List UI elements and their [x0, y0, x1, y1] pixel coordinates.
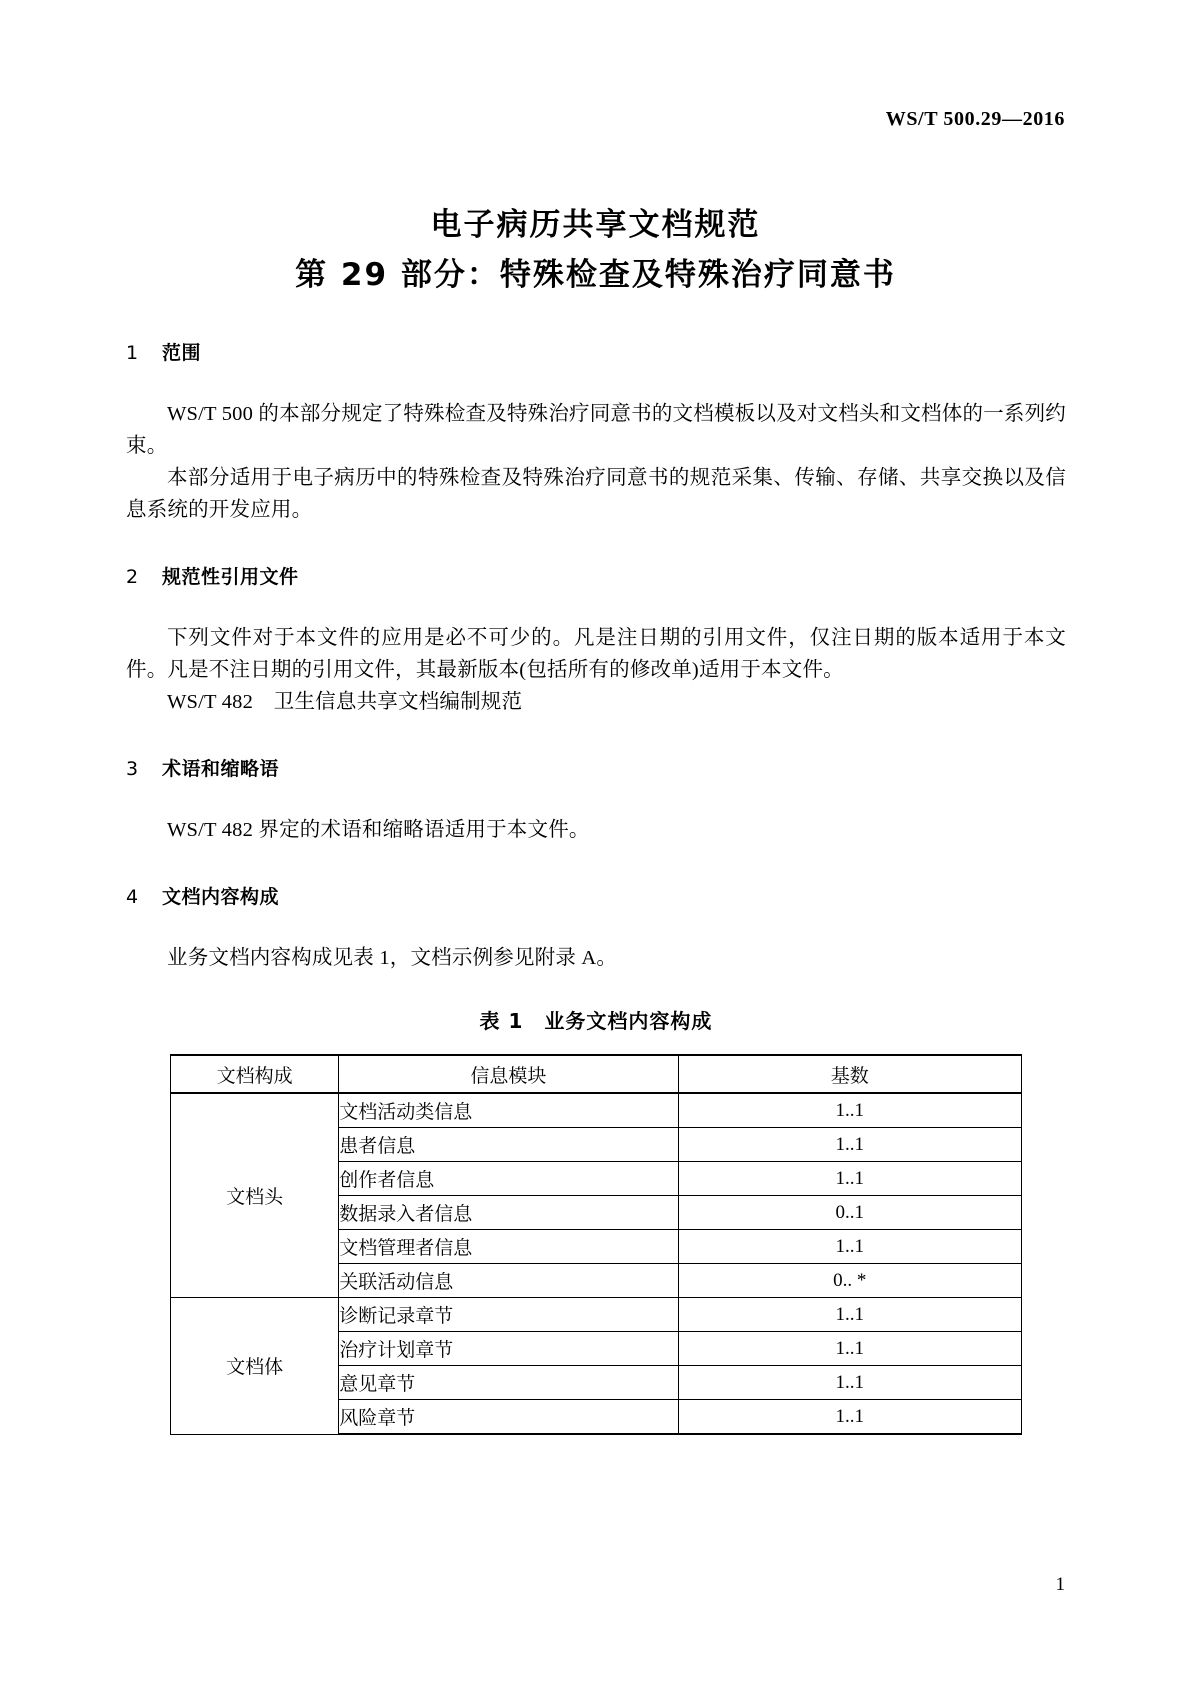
clause-heading-3: [126, 754, 1066, 784]
table-cell-cardinality: 1..1: [678, 1093, 1021, 1128]
clause-title-3: 术语和缩略语: [162, 758, 280, 780]
table-header-compose: 文档构成: [171, 1055, 339, 1093]
table-cell-module: 患者信息: [339, 1128, 678, 1162]
clause-4-paragraph-1: 业务文档内容构成见表 1，文档示例参见附录 A。: [167, 947, 618, 969]
document-title: [0, 200, 1191, 300]
business-document-composition-table: [170, 1054, 1022, 1435]
clause-number-4: 4: [126, 886, 139, 908]
table-cell-cardinality: 0..1: [678, 1196, 1021, 1230]
clause-1-paragraph-1: WS/T 500 的本部分规定了特殊检查及特殊治疗同意书的文档模板以及对文档头和文档体的一系列约束。: [126, 403, 1066, 457]
title-line-2: 第 29 部分：特殊检查及特殊治疗同意书: [295, 257, 896, 293]
document-content: [126, 338, 1066, 1435]
table-cell-module: 文档管理者信息: [339, 1230, 678, 1264]
table-cell-cardinality: 1..1: [678, 1230, 1021, 1264]
table-header-cardinality: 基数: [678, 1055, 1021, 1093]
table-row: [171, 1093, 1022, 1128]
clause-number-2: 2: [126, 566, 139, 588]
table-cell-module: 诊断记录章节: [339, 1298, 678, 1332]
clause-heading-2: [126, 562, 1066, 592]
page-number: 1: [1055, 1574, 1065, 1595]
table-body: [171, 1093, 1022, 1434]
table-caption: 表 1 业务文档内容构成: [479, 1009, 713, 1033]
table-cell-cardinality: 1..1: [678, 1298, 1021, 1332]
table-cell-module: 创作者信息: [339, 1162, 678, 1196]
clause-number-1: 1: [126, 342, 139, 364]
table-cell-compose-body: 文档体: [171, 1298, 339, 1435]
clause-title-4: 文档内容构成: [162, 886, 280, 908]
clause-3-paragraph-1: WS/T 482 界定的术语和缩略语适用于本文件。: [167, 819, 590, 841]
table-cell-module: 治疗计划章节: [339, 1332, 678, 1366]
clause-2-reference-ws-t-482: WS/T 482 卫生信息共享文档编制规范: [167, 691, 523, 713]
table-cell-module: 文档活动类信息: [339, 1093, 678, 1128]
table-cell-cardinality: 0.. *: [678, 1264, 1021, 1298]
table-cell-module: 数据录入者信息: [339, 1196, 678, 1230]
table-cell-cardinality: 1..1: [678, 1332, 1021, 1366]
title-line-1: 电子病历共享文档规范: [430, 207, 761, 243]
clause-number-3: 3: [126, 758, 139, 780]
standard-number-header: WS/T 500.29—2016: [885, 108, 1065, 130]
table-cell-module: 风险章节: [339, 1400, 678, 1435]
clause-heading-4: [126, 882, 1066, 912]
table-header-module: 信息模块: [339, 1055, 678, 1093]
clause-title-2: 规范性引用文件: [162, 566, 299, 588]
clause-2-paragraph-1: 下列文件对于本文件的应用是必不可少的。凡是注日期的引用文件，仅注日期的版本适用于本文件。凡是不注日期的引用文件，其最新版本(包括所有的修改单)适用于本文件。: [126, 627, 1066, 681]
clause-heading-1: [126, 338, 1066, 368]
clause-1-paragraph-2: 本部分适用于电子病历中的特殊检查及特殊治疗同意书的规范采集、传输、存储、共享交换以及信息系统的开发应用。: [126, 467, 1066, 521]
table-cell-module: 意见章节: [339, 1366, 678, 1400]
table-cell-cardinality: 1..1: [678, 1400, 1021, 1435]
table-row: [171, 1298, 1022, 1332]
table-cell-cardinality: 1..1: [678, 1366, 1021, 1400]
table-header: [171, 1055, 1022, 1093]
table-cell-cardinality: 1..1: [678, 1162, 1021, 1196]
table-cell-cardinality: 1..1: [678, 1128, 1021, 1162]
clause-title-1: 范围: [162, 342, 202, 364]
table-header-row: [171, 1055, 1022, 1093]
table-cell-module: 关联活动信息: [339, 1264, 678, 1298]
table-cell-compose-header: 文档头: [171, 1093, 339, 1298]
